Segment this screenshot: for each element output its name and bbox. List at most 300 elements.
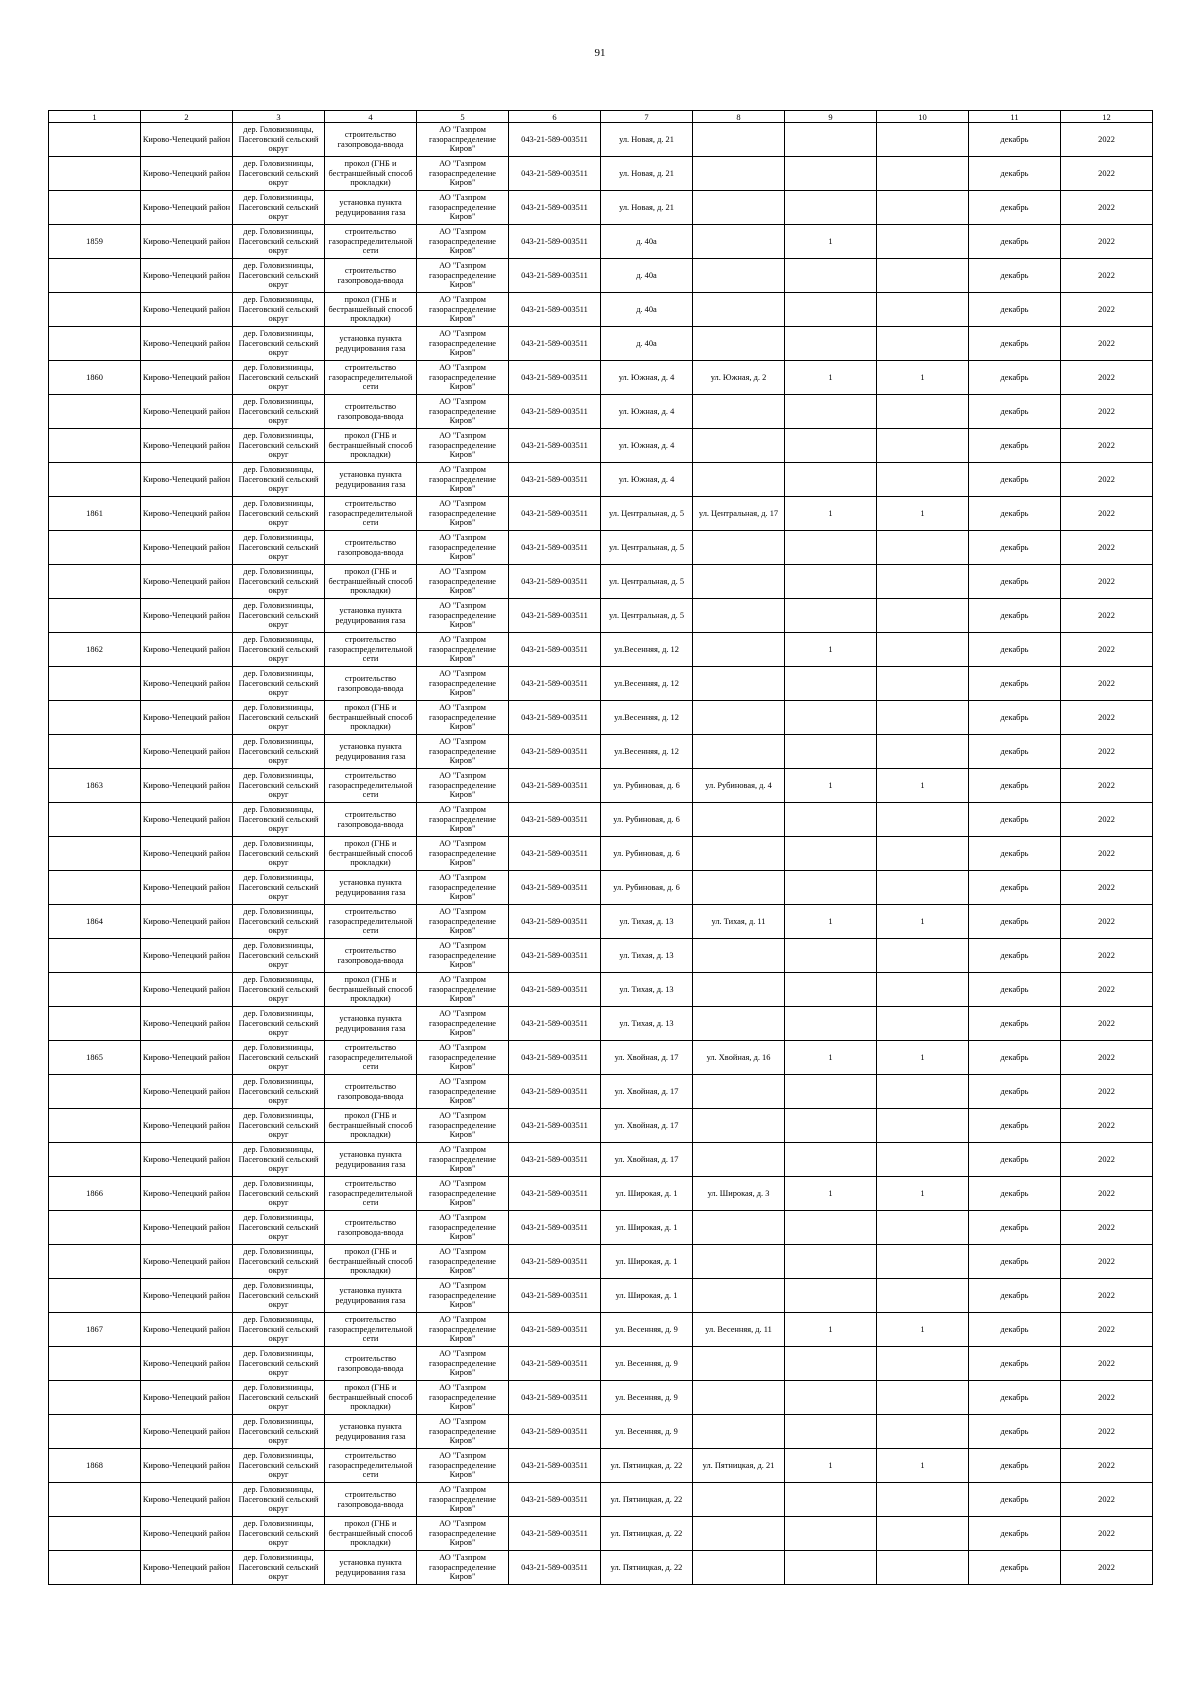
address2-cell bbox=[693, 1075, 785, 1109]
organization-cell bbox=[417, 973, 509, 1007]
month-cell-text: декабрь bbox=[1000, 780, 1029, 790]
organization-cell-text: АО "Газпром газораспределение Киров" bbox=[428, 1213, 497, 1242]
organization-cell-text: АО "Газпром газораспределение Киров" bbox=[428, 125, 497, 154]
locality-cell-text: дер. Головизнинцы, Пасеговский сельский округ bbox=[238, 431, 319, 460]
count9-cell bbox=[785, 1381, 877, 1415]
address2-cell bbox=[693, 1517, 785, 1551]
organization-cell bbox=[417, 361, 509, 395]
count10-cell bbox=[877, 769, 969, 803]
column-header: 11 bbox=[969, 111, 1061, 123]
count9-cell bbox=[785, 1041, 877, 1075]
organization-cell-text: АО "Газпром газораспределение Киров" bbox=[428, 295, 497, 324]
count10-cell bbox=[877, 701, 969, 735]
work-type-cell-text: строительство газораспределительной сети bbox=[328, 1315, 413, 1344]
locality-cell-text: дер. Головизнинцы, Пасеговский сельский округ bbox=[238, 1417, 319, 1446]
year-cell bbox=[1061, 1075, 1153, 1109]
organization-cell-text: АО "Газпром газораспределение Киров" bbox=[428, 431, 497, 460]
address-cell-text: д. 40а bbox=[636, 270, 657, 280]
district-cell-text: Кирово-Чепецкий район bbox=[142, 304, 231, 314]
district-cell bbox=[141, 259, 233, 293]
locality-cell-text: дер. Головизнинцы, Пасеговский сельский округ bbox=[238, 771, 319, 800]
count9-cell bbox=[785, 769, 877, 803]
code-cell bbox=[509, 463, 601, 497]
code-cell-text: 043-21-589-003511 bbox=[521, 372, 588, 382]
column-header: 12 bbox=[1061, 111, 1153, 123]
code-cell bbox=[509, 599, 601, 633]
locality-cell-text: дер. Головизнинцы, Пасеговский сельский округ bbox=[238, 193, 319, 222]
row-number bbox=[49, 769, 141, 803]
count10-cell bbox=[877, 735, 969, 769]
code-cell-text: 043-21-589-003511 bbox=[521, 1154, 588, 1164]
code-cell bbox=[509, 497, 601, 531]
organization-cell bbox=[417, 1313, 509, 1347]
work-type-cell bbox=[325, 1551, 417, 1585]
table-row bbox=[49, 1211, 1153, 1245]
year-cell-text: 2022 bbox=[1098, 1052, 1115, 1062]
code-cell-text: 043-21-589-003511 bbox=[521, 270, 588, 280]
address-cell-text: ул.Весенняя, д. 12 bbox=[614, 746, 679, 756]
row-number bbox=[49, 395, 141, 429]
district-cell-text: Кирово-Чепецкий район bbox=[142, 1392, 231, 1402]
work-type-cell-text: прокол (ГНБ и бестраншейный способ прокладки) bbox=[328, 1519, 413, 1548]
work-type-cell bbox=[325, 1109, 417, 1143]
count9-cell bbox=[785, 803, 877, 837]
year-cell bbox=[1061, 497, 1153, 531]
address-cell-text: ул. Новая, д. 21 bbox=[619, 202, 674, 212]
district-cell-text: Кирово-Чепецкий район bbox=[142, 372, 231, 382]
locality-cell bbox=[233, 1279, 325, 1313]
locality-cell bbox=[233, 599, 325, 633]
row-number-text: 1862 bbox=[86, 644, 103, 654]
organization-cell bbox=[417, 701, 509, 735]
organization-cell-text: АО "Газпром газораспределение Киров" bbox=[428, 1315, 497, 1344]
organization-cell bbox=[417, 497, 509, 531]
month-cell bbox=[969, 1075, 1061, 1109]
code-cell-text: 043-21-589-003511 bbox=[521, 1426, 588, 1436]
organization-cell-text: АО "Газпром газораспределение Киров" bbox=[428, 567, 497, 596]
table-row bbox=[49, 803, 1153, 837]
locality-cell-text: дер. Головизнинцы, Пасеговский сельский округ bbox=[238, 1009, 319, 1038]
address-cell-text: ул. Тихая, д. 13 bbox=[619, 984, 674, 994]
organization-cell-text: АО "Газпром газораспределение Киров" bbox=[428, 975, 497, 1004]
year-cell bbox=[1061, 1347, 1153, 1381]
year-cell bbox=[1061, 701, 1153, 735]
district-cell bbox=[141, 1245, 233, 1279]
month-cell-text: декабрь bbox=[1000, 474, 1029, 484]
address-cell-text: ул. Рубиновая, д. 6 bbox=[613, 814, 680, 824]
address-cell bbox=[601, 123, 693, 157]
month-cell bbox=[969, 1449, 1061, 1483]
table-row bbox=[49, 939, 1153, 973]
work-type-cell bbox=[325, 837, 417, 871]
table-row bbox=[49, 1449, 1153, 1483]
month-cell bbox=[969, 735, 1061, 769]
table-row bbox=[49, 599, 1153, 633]
count9-cell-text: 1 bbox=[828, 644, 833, 654]
table-row bbox=[49, 701, 1153, 735]
code-cell-text: 043-21-589-003511 bbox=[521, 746, 588, 756]
row-number bbox=[49, 259, 141, 293]
year-cell bbox=[1061, 1313, 1153, 1347]
code-cell-text: 043-21-589-003511 bbox=[521, 1460, 588, 1470]
district-cell-text: Кирово-Чепецкий район bbox=[142, 1324, 231, 1334]
row-number bbox=[49, 905, 141, 939]
count9-cell bbox=[785, 633, 877, 667]
code-cell bbox=[509, 191, 601, 225]
district-cell-text: Кирово-Чепецкий район bbox=[142, 338, 231, 348]
address-cell bbox=[601, 293, 693, 327]
organization-cell bbox=[417, 395, 509, 429]
row-number bbox=[49, 939, 141, 973]
locality-cell-text: дер. Головизнинцы, Пасеговский сельский округ bbox=[238, 1553, 319, 1582]
address2-cell bbox=[693, 1347, 785, 1381]
table-row bbox=[49, 1109, 1153, 1143]
column-header: 3 bbox=[233, 111, 325, 123]
organization-cell bbox=[417, 1007, 509, 1041]
row-number bbox=[49, 1279, 141, 1313]
work-type-cell-text: прокол (ГНБ и бестраншейный способ прокладки) bbox=[328, 1383, 413, 1412]
address-cell bbox=[601, 497, 693, 531]
organization-cell-text: АО "Газпром газораспределение Киров" bbox=[428, 1009, 497, 1038]
address-cell-text: ул. Пятницкая, д. 22 bbox=[610, 1562, 683, 1572]
month-cell-text: декабрь bbox=[1000, 916, 1029, 926]
row-number bbox=[49, 701, 141, 735]
work-type-cell bbox=[325, 701, 417, 735]
count9-cell bbox=[785, 1109, 877, 1143]
address2-cell bbox=[693, 327, 785, 361]
code-cell bbox=[509, 735, 601, 769]
code-cell bbox=[509, 769, 601, 803]
locality-cell-text: дер. Головизнинцы, Пасеговский сельский округ bbox=[238, 1383, 319, 1412]
year-cell-text: 2022 bbox=[1098, 202, 1115, 212]
count10-cell bbox=[877, 905, 969, 939]
count10-cell bbox=[877, 599, 969, 633]
address-cell bbox=[601, 1313, 693, 1347]
organization-cell-text: АО "Газпром газораспределение Киров" bbox=[428, 635, 497, 664]
count10-cell bbox=[877, 225, 969, 259]
organization-cell-text: АО "Газпром газораспределение Киров" bbox=[428, 703, 497, 732]
table-row bbox=[49, 1177, 1153, 1211]
table-row bbox=[49, 191, 1153, 225]
locality-cell bbox=[233, 259, 325, 293]
year-cell bbox=[1061, 1279, 1153, 1313]
code-cell-text: 043-21-589-003511 bbox=[521, 474, 588, 484]
work-type-cell bbox=[325, 157, 417, 191]
month-cell bbox=[969, 123, 1061, 157]
district-cell-text: Кирово-Чепецкий район bbox=[142, 508, 231, 518]
code-cell bbox=[509, 1551, 601, 1585]
count9-cell bbox=[785, 667, 877, 701]
address2-cell bbox=[693, 395, 785, 429]
work-type-cell bbox=[325, 1177, 417, 1211]
organization-cell-text: АО "Газпром газораспределение Киров" bbox=[428, 499, 497, 528]
work-type-cell bbox=[325, 871, 417, 905]
locality-cell-text: дер. Головизнинцы, Пасеговский сельский округ bbox=[238, 397, 319, 426]
month-cell bbox=[969, 191, 1061, 225]
address2-cell bbox=[693, 1381, 785, 1415]
row-number bbox=[49, 1109, 141, 1143]
locality-cell bbox=[233, 1381, 325, 1415]
code-cell bbox=[509, 1075, 601, 1109]
district-cell bbox=[141, 735, 233, 769]
year-cell bbox=[1061, 463, 1153, 497]
organization-cell-text: АО "Газпром газораспределение Киров" bbox=[428, 1349, 497, 1378]
row-number bbox=[49, 1381, 141, 1415]
locality-cell-text: дер. Головизнинцы, Пасеговский сельский округ bbox=[238, 805, 319, 834]
district-cell bbox=[141, 293, 233, 327]
address2-cell bbox=[693, 497, 785, 531]
code-cell bbox=[509, 905, 601, 939]
count9-cell-text: 1 bbox=[828, 780, 833, 790]
address2-cell-text: ул. Южная, д. 2 bbox=[710, 372, 767, 382]
code-cell-text: 043-21-589-003511 bbox=[521, 814, 588, 824]
work-type-cell bbox=[325, 599, 417, 633]
work-type-cell-text: строительство газораспределительной сети bbox=[328, 1179, 413, 1208]
month-cell-text: декабрь bbox=[1000, 134, 1029, 144]
address-cell bbox=[601, 905, 693, 939]
code-cell bbox=[509, 1143, 601, 1177]
district-cell-text: Кирово-Чепецкий район bbox=[142, 168, 231, 178]
organization-cell bbox=[417, 157, 509, 191]
month-cell-text: декабрь bbox=[1000, 1290, 1029, 1300]
year-cell bbox=[1061, 803, 1153, 837]
address2-cell bbox=[693, 259, 785, 293]
district-cell bbox=[141, 1177, 233, 1211]
work-type-cell bbox=[325, 769, 417, 803]
locality-cell bbox=[233, 973, 325, 1007]
month-cell-text: декабрь bbox=[1000, 644, 1029, 654]
code-cell bbox=[509, 1381, 601, 1415]
year-cell-text: 2022 bbox=[1098, 576, 1115, 586]
year-cell-text: 2022 bbox=[1098, 1324, 1115, 1334]
address2-cell bbox=[693, 1041, 785, 1075]
year-cell bbox=[1061, 871, 1153, 905]
code-cell-text: 043-21-589-003511 bbox=[521, 1188, 588, 1198]
address-cell bbox=[601, 395, 693, 429]
address-cell-text: ул. Новая, д. 21 bbox=[619, 134, 674, 144]
locality-cell bbox=[233, 1347, 325, 1381]
table-row bbox=[49, 769, 1153, 803]
work-type-cell-text: установка пункта редуцирования газа bbox=[335, 1150, 406, 1169]
year-cell bbox=[1061, 735, 1153, 769]
work-type-cell-text: строительство газопровода-ввода bbox=[337, 946, 404, 965]
month-cell bbox=[969, 565, 1061, 599]
table-row bbox=[49, 1313, 1153, 1347]
year-cell bbox=[1061, 633, 1153, 667]
count9-cell bbox=[785, 191, 877, 225]
row-number-text: 1860 bbox=[86, 372, 103, 382]
table-row bbox=[49, 1381, 1153, 1415]
organization-cell-text: АО "Газпром газораспределение Киров" bbox=[428, 1451, 497, 1480]
month-cell bbox=[969, 871, 1061, 905]
work-type-cell bbox=[325, 1007, 417, 1041]
locality-cell-text: дер. Головизнинцы, Пасеговский сельский округ bbox=[238, 601, 319, 630]
month-cell-text: декабрь bbox=[1000, 372, 1029, 382]
code-cell bbox=[509, 361, 601, 395]
count9-cell bbox=[785, 1517, 877, 1551]
work-type-cell bbox=[325, 1245, 417, 1279]
district-cell bbox=[141, 1007, 233, 1041]
count10-cell bbox=[877, 361, 969, 395]
address-cell bbox=[601, 1483, 693, 1517]
address-cell-text: ул. Весенняя, д. 9 bbox=[615, 1426, 678, 1436]
month-cell-text: декабрь bbox=[1000, 1392, 1029, 1402]
district-cell bbox=[141, 939, 233, 973]
organization-cell-text: АО "Газпром газораспределение Киров" bbox=[428, 329, 497, 358]
code-cell bbox=[509, 293, 601, 327]
work-type-cell-text: строительство газопровода-ввода bbox=[337, 1354, 404, 1373]
locality-cell-text: дер. Головизнинцы, Пасеговский сельский округ bbox=[238, 1179, 319, 1208]
code-cell-text: 043-21-589-003511 bbox=[521, 848, 588, 858]
count10-cell bbox=[877, 429, 969, 463]
organization-cell bbox=[417, 429, 509, 463]
code-cell-text: 043-21-589-003511 bbox=[521, 1222, 588, 1232]
address-cell bbox=[601, 259, 693, 293]
locality-cell bbox=[233, 701, 325, 735]
organization-cell bbox=[417, 803, 509, 837]
table-row bbox=[49, 1517, 1153, 1551]
month-cell bbox=[969, 463, 1061, 497]
address-cell bbox=[601, 565, 693, 599]
organization-cell bbox=[417, 769, 509, 803]
locality-cell-text: дер. Головизнинцы, Пасеговский сельский округ bbox=[238, 125, 319, 154]
count9-cell bbox=[785, 293, 877, 327]
work-type-cell bbox=[325, 905, 417, 939]
work-type-cell-text: строительство газопровода-ввода bbox=[337, 810, 404, 829]
address2-cell bbox=[693, 599, 785, 633]
locality-cell-text: дер. Головизнинцы, Пасеговский сельский округ bbox=[238, 635, 319, 664]
locality-cell-text: дер. Головизнинцы, Пасеговский сельский округ bbox=[238, 873, 319, 902]
row-number bbox=[49, 463, 141, 497]
year-cell-text: 2022 bbox=[1098, 780, 1115, 790]
code-cell-text: 043-21-589-003511 bbox=[521, 1018, 588, 1028]
month-cell bbox=[969, 157, 1061, 191]
year-cell-text: 2022 bbox=[1098, 1154, 1115, 1164]
count9-cell bbox=[785, 1449, 877, 1483]
district-cell bbox=[141, 803, 233, 837]
address2-cell bbox=[693, 463, 785, 497]
count10-cell bbox=[877, 939, 969, 973]
organization-cell bbox=[417, 293, 509, 327]
count10-cell bbox=[877, 1279, 969, 1313]
month-cell bbox=[969, 361, 1061, 395]
count10-cell-text: 1 bbox=[920, 1188, 925, 1198]
count10-cell bbox=[877, 293, 969, 327]
count10-cell bbox=[877, 1007, 969, 1041]
work-type-cell-text: прокол (ГНБ и бестраншейный способ прокладки) bbox=[328, 295, 413, 324]
year-cell bbox=[1061, 1381, 1153, 1415]
year-cell bbox=[1061, 1143, 1153, 1177]
locality-cell-text: дер. Головизнинцы, Пасеговский сельский округ bbox=[238, 227, 319, 256]
year-cell-text: 2022 bbox=[1098, 338, 1115, 348]
district-cell bbox=[141, 973, 233, 1007]
table-row bbox=[49, 259, 1153, 293]
work-type-cell-text: прокол (ГНБ и бестраншейный способ прокладки) bbox=[328, 975, 413, 1004]
locality-cell bbox=[233, 1551, 325, 1585]
code-cell-text: 043-21-589-003511 bbox=[521, 1358, 588, 1368]
district-cell bbox=[141, 1211, 233, 1245]
count10-cell bbox=[877, 1483, 969, 1517]
year-cell bbox=[1061, 1551, 1153, 1585]
page-number: 91 bbox=[594, 47, 606, 59]
district-cell-text: Кирово-Чепецкий район bbox=[142, 1494, 231, 1504]
code-cell bbox=[509, 939, 601, 973]
address-cell bbox=[601, 1109, 693, 1143]
row-number-text: 1863 bbox=[86, 780, 103, 790]
address-cell-text: ул. Центральная, д. 5 bbox=[608, 508, 685, 518]
address-cell-text: ул. Южная, д. 4 bbox=[618, 406, 675, 416]
count10-cell bbox=[877, 1177, 969, 1211]
work-type-cell-text: прокол (ГНБ и бестраншейный способ прокладки) bbox=[328, 703, 413, 732]
work-type-cell-text: строительство газопровода-ввода bbox=[337, 1082, 404, 1101]
row-number-text: 1868 bbox=[86, 1460, 103, 1470]
district-cell-text: Кирово-Чепецкий район bbox=[142, 1018, 231, 1028]
table-row bbox=[49, 1347, 1153, 1381]
year-cell bbox=[1061, 259, 1153, 293]
district-cell bbox=[141, 667, 233, 701]
count9-cell-text: 1 bbox=[828, 1188, 833, 1198]
month-cell bbox=[969, 531, 1061, 565]
year-cell bbox=[1061, 837, 1153, 871]
count9-cell-text: 1 bbox=[828, 508, 833, 518]
row-number-text: 1866 bbox=[86, 1188, 103, 1198]
month-cell bbox=[969, 599, 1061, 633]
locality-cell bbox=[233, 327, 325, 361]
district-cell bbox=[141, 123, 233, 157]
code-cell bbox=[509, 565, 601, 599]
district-cell bbox=[141, 1415, 233, 1449]
organization-cell bbox=[417, 191, 509, 225]
address2-cell bbox=[693, 973, 785, 1007]
organization-cell-text: АО "Газпром газораспределение Киров" bbox=[428, 805, 497, 834]
work-type-cell bbox=[325, 1075, 417, 1109]
locality-cell bbox=[233, 225, 325, 259]
month-cell-text: декабрь bbox=[1000, 1154, 1029, 1164]
count9-cell bbox=[785, 1313, 877, 1347]
code-cell bbox=[509, 1245, 601, 1279]
district-cell-text: Кирово-Чепецкий район bbox=[142, 984, 231, 994]
table-row bbox=[49, 429, 1153, 463]
count9-cell bbox=[785, 497, 877, 531]
row-number bbox=[49, 327, 141, 361]
work-type-cell-text: строительство газораспределительной сети bbox=[328, 499, 413, 528]
locality-cell bbox=[233, 1449, 325, 1483]
organization-cell-text: АО "Газпром газораспределение Киров" bbox=[428, 1179, 497, 1208]
address2-cell bbox=[693, 633, 785, 667]
address2-cell bbox=[693, 123, 785, 157]
organization-cell bbox=[417, 1483, 509, 1517]
table-row bbox=[49, 225, 1153, 259]
district-cell bbox=[141, 633, 233, 667]
count10-cell-text: 1 bbox=[920, 1052, 925, 1062]
district-cell-text: Кирово-Чепецкий район bbox=[142, 1086, 231, 1096]
locality-cell bbox=[233, 1109, 325, 1143]
address-cell bbox=[601, 939, 693, 973]
count9-cell bbox=[785, 871, 877, 905]
work-type-cell bbox=[325, 803, 417, 837]
address2-cell bbox=[693, 191, 785, 225]
code-cell-text: 043-21-589-003511 bbox=[521, 712, 588, 722]
row-number bbox=[49, 667, 141, 701]
address2-cell bbox=[693, 939, 785, 973]
count9-cell bbox=[785, 225, 877, 259]
year-cell-text: 2022 bbox=[1098, 950, 1115, 960]
month-cell bbox=[969, 1279, 1061, 1313]
month-cell bbox=[969, 429, 1061, 463]
district-cell-text: Кирово-Чепецкий район bbox=[142, 1528, 231, 1538]
address2-cell bbox=[693, 1007, 785, 1041]
count9-cell bbox=[785, 531, 877, 565]
